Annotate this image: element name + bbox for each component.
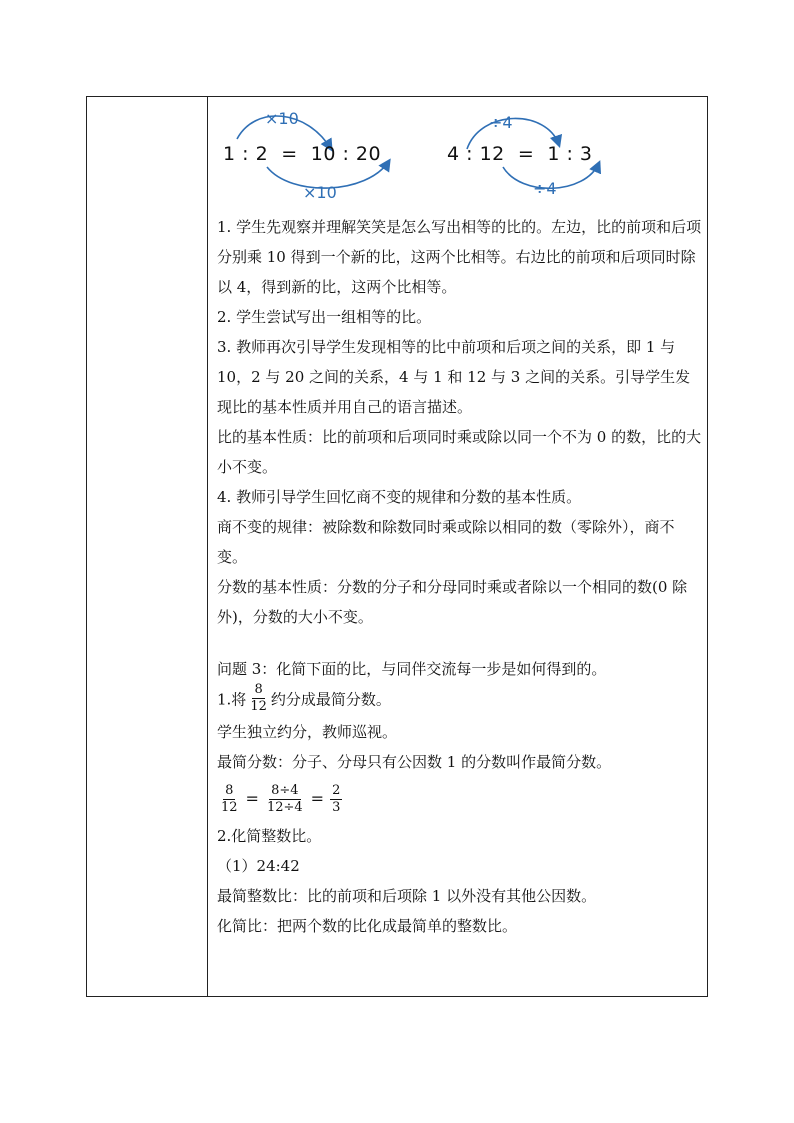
fraction-denominator: 12 — [250, 699, 267, 714]
equals-sign: = — [310, 789, 325, 808]
fraction-numerator: 8 — [225, 782, 234, 798]
paragraph: （1）24:42 — [217, 857, 300, 875]
right-ratio-equation: 4 : 12 = 1 : 3 — [447, 143, 593, 165]
item-1-after: 约分成最简分数。 — [270, 690, 391, 709]
paragraph: 分数的基本性质：分数的分子和分母同时乘或者除以一个相同的数(0 除外)，分数的大小不变。 — [217, 578, 688, 626]
fraction-numerator: 8 — [254, 682, 263, 697]
left-ratio-equation: 1 : 2 = 10 : 20 — [223, 143, 382, 165]
paragraph: 学生独立约分，教师巡视。 — [217, 723, 398, 741]
paragraph: 最简整数比：比的前项和后项除 1 以外没有其他公因数。 — [217, 887, 597, 905]
fraction-denominator: 3 — [332, 799, 341, 815]
equals-sign: = — [245, 789, 259, 808]
fraction-denominator: 12 — [221, 799, 238, 815]
right-bottom-operator: ÷4 — [533, 179, 557, 198]
item-1 — [217, 684, 703, 717]
simplify-equation — [217, 777, 703, 821]
fraction-numerator: 8÷4 — [271, 782, 299, 798]
paragraph: 化简比：把两个数的比化成最简单的整数比。 — [217, 917, 518, 935]
equation-fraction-2 — [265, 783, 305, 816]
equal-ratio-diagram — [217, 97, 703, 212]
left-top-operator: ×10 — [265, 109, 299, 128]
fraction-numerator: 2 — [332, 782, 341, 798]
lesson-text — [217, 212, 703, 941]
paragraph: 商不变的规律：被除数和除数同时乘或除以相同的数（零除外），商不变。 — [217, 518, 675, 566]
question-3: 问题 3：化简下面的比，与同伴交流每一步是如何得到的。 — [217, 660, 607, 678]
paragraph: 4. 教师引导学生回忆商不变的规律和分数的基本性质。 — [217, 488, 582, 506]
item-1-before: 1.将 — [217, 690, 247, 709]
equation-fraction-3 — [330, 783, 342, 816]
paragraph: 比的基本性质：比的前项和后项同时乘或除以同一个不为 0 的数，比的大小不变。 — [217, 428, 702, 476]
column-divider — [207, 97, 208, 996]
equation-fraction-1 — [219, 783, 240, 816]
fraction-denominator: 12÷4 — [266, 799, 303, 815]
fraction-8-12 — [248, 682, 269, 715]
left-bottom-operator: ×10 — [303, 183, 337, 202]
paragraph: 2. 学生尝试写出一组相等的比。 — [217, 308, 432, 326]
blank-line — [217, 632, 703, 654]
paragraph: 最简分数：分子、分母只有公因数 1 的分数叫作最简分数。 — [217, 753, 612, 771]
paragraph: 1. 学生先观察并理解笑笑是怎么写出相等的比的。左边，比的前项和后项分别乘 10 得到一个新的比，这两个比相等。右边比的前项和后项同时除以 4，得到新的比，这两个比相等。 — [217, 218, 702, 296]
lesson-table — [86, 96, 708, 997]
paragraph: 2.化简整数比。 — [217, 827, 322, 845]
right-top-operator: ÷4 — [489, 113, 513, 132]
content-cell — [217, 97, 703, 941]
paragraph: 3. 教师再次引导学生发现相等的比中前项和后项之间的关系，即 1 与 10，2 与 20 之间的关系，4 与 1 和 12 与 3 之间的关系。引导学生发现比的基本性质并用自己的语言描述。 — [217, 338, 691, 416]
